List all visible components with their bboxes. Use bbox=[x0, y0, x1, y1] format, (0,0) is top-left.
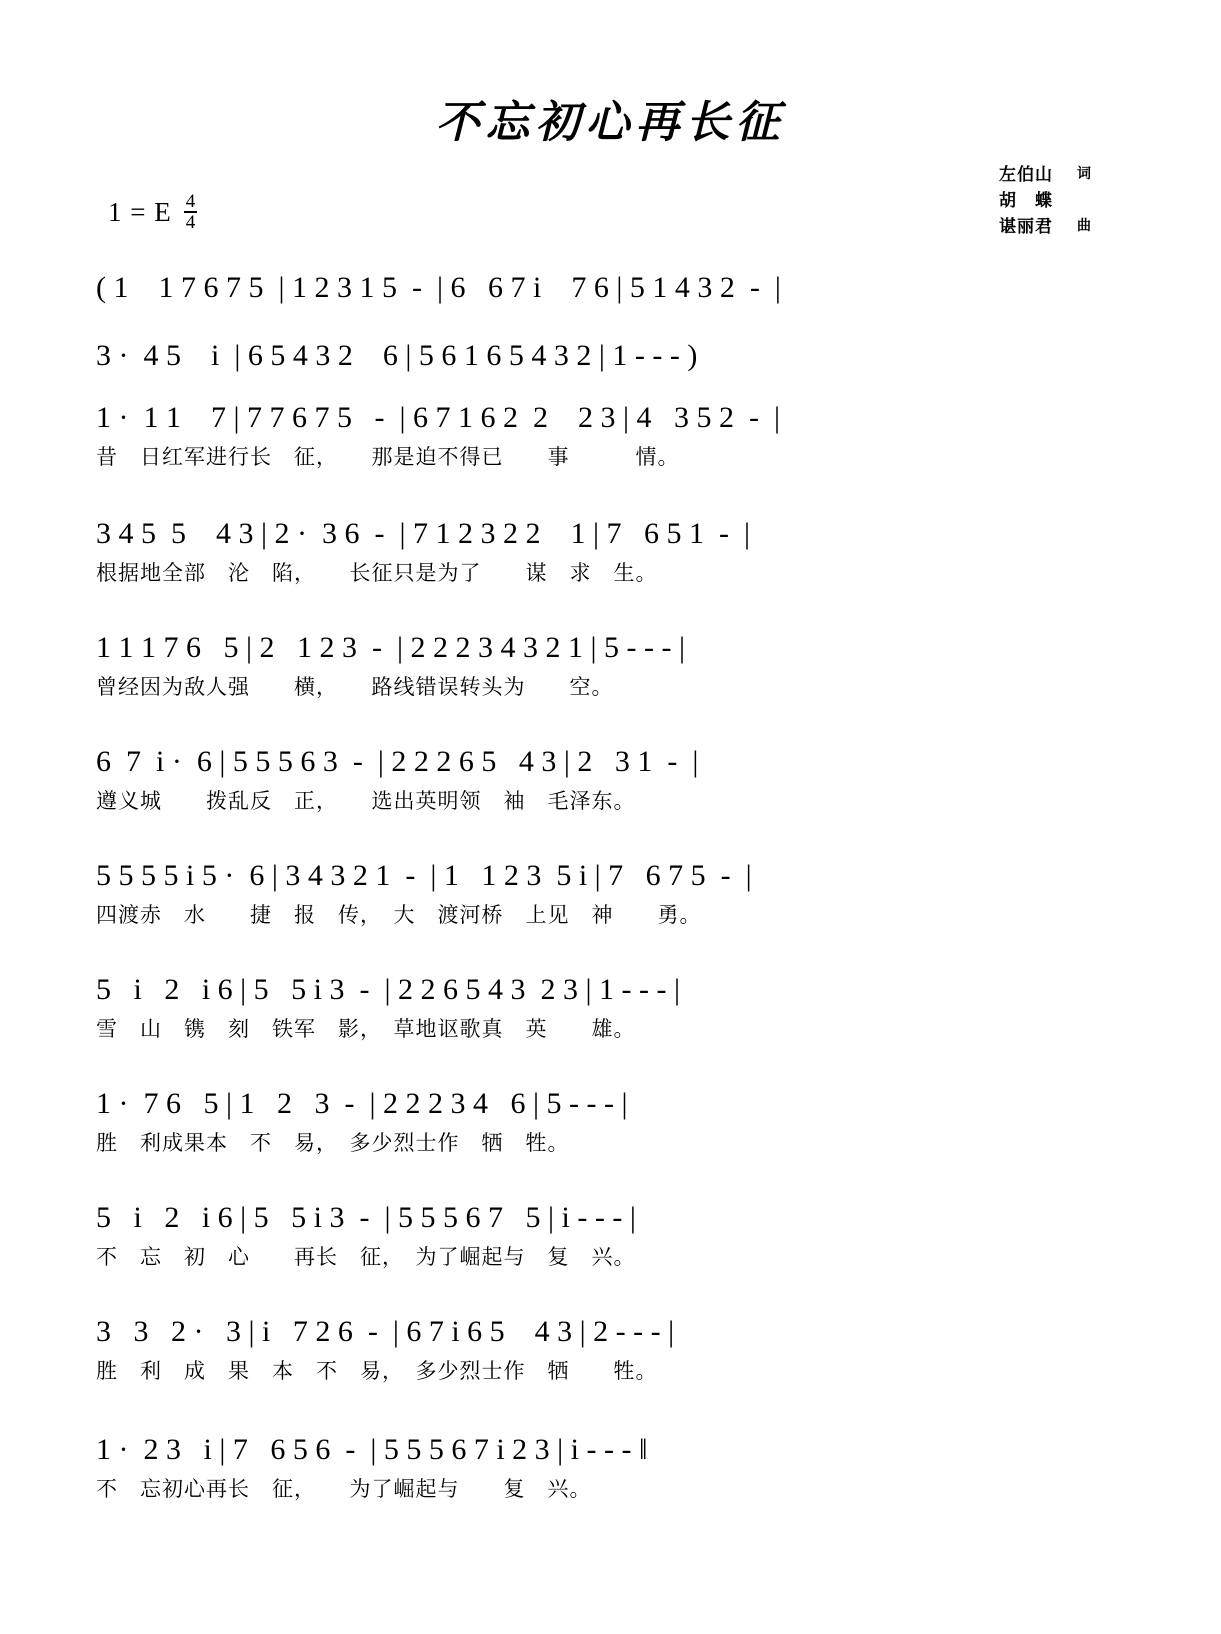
notation-line: 1 · 2 3 i | 7 6 5 6 - | 5 5 5 6 7 i 2 3 | i - - - ‖ bbox=[96, 1433, 648, 1466]
system-line-6 bbox=[96, 970, 1096, 1044]
key-signature-text: 1 = E bbox=[108, 196, 172, 227]
system-line-8 bbox=[96, 1198, 1096, 1272]
credit-role: 词 bbox=[1077, 166, 1091, 182]
time-signature-denominator: 4 bbox=[185, 212, 196, 233]
lyrics-line: 胜 利成果本 不 易， 多少烈士作 牺 牲。 bbox=[96, 1131, 570, 1155]
notation-line: 1 1 1 7 6 5 | 2 1 2 3 - | 2 2 2 3 4 3 2 1 | 5 - - - | bbox=[96, 631, 685, 664]
notation-line: 3 4 5 5 4 3 | 2 · 3 6 - | 7 1 2 3 2 2 1 | 7 6 5 1 - | bbox=[96, 517, 750, 550]
lyrics-line: 根据地全部 沦 陷， 长征只是为了 谋 求 生。 bbox=[96, 561, 658, 585]
credit-name: 谌丽君 bbox=[999, 217, 1053, 237]
system-line-10 bbox=[96, 1430, 1096, 1504]
time-signature-numerator: 4 bbox=[185, 191, 196, 212]
system-intro-2 bbox=[96, 336, 1096, 376]
credit-row bbox=[999, 162, 1091, 188]
lyrics-line: 遵义城 拨乱反 正， 选出英明领 袖 毛泽东。 bbox=[96, 789, 636, 813]
notation-line: 3 · 4 5 i | 6 5 4 3 2 6 | 5 6 1 6 5 4 3 2 | 1 - - - ) bbox=[96, 339, 698, 372]
system-line-5 bbox=[96, 856, 1096, 930]
lyrics-line: 雪 山 镌 刻 铁军 影， 草地讴歌真 英 雄。 bbox=[96, 1017, 636, 1041]
page-title: 不忘初心再长征 bbox=[435, 97, 786, 148]
system-line-4 bbox=[96, 742, 1096, 816]
system-line-1 bbox=[96, 398, 1096, 472]
notation-line: 1 · 7 6 5 | 1 2 3 - | 2 2 2 3 4 6 | 5 - - - | bbox=[96, 1087, 628, 1120]
lyrics-line: 不 忘初心再长 征， 为了崛起与 复 兴。 bbox=[96, 1477, 592, 1501]
credits-block bbox=[999, 162, 1091, 240]
lyrics-line: 四渡赤 水 捷 报 传， 大 渡河桥 上见 神 勇。 bbox=[96, 903, 702, 927]
credit-row bbox=[999, 188, 1091, 214]
credit-name: 胡 蝶 bbox=[999, 191, 1053, 211]
notation-line: 5 5 5 5 i 5 · 6 | 3 4 3 2 1 - | 1 1 2 3 5 i | 7 6 7 5 - | bbox=[96, 859, 752, 892]
lyrics-line: 昔 日红军进行长 征， 那是迫不得已 事 情。 bbox=[96, 445, 680, 469]
notation-line: 6 7 i · 6 | 5 5 5 6 3 - | 2 2 2 6 5 4 3 | 2 3 1 - | bbox=[96, 745, 699, 778]
key-signature bbox=[108, 192, 197, 232]
credit-name: 左伯山 bbox=[999, 165, 1053, 185]
notation-line: 5 i 2 i 6 | 5 5 i 3 - | 5 5 5 6 7 5 | i - - - | bbox=[96, 1201, 636, 1234]
lyrics-line: 不 忘 初 心 再长 征， 为了崛起与 复 兴。 bbox=[96, 1245, 636, 1269]
credit-role: 曲 bbox=[1077, 218, 1091, 234]
system-line-3 bbox=[96, 628, 1096, 702]
credit-row bbox=[999, 214, 1091, 240]
system-line-7 bbox=[96, 1084, 1096, 1158]
notation-line: 5 i 2 i 6 | 5 5 i 3 - | 2 2 6 5 4 3 2 3 | 1 - - - | bbox=[96, 973, 680, 1006]
lyrics-line: 胜 利 成 果 本 不 易， 多少烈士作 牺 牲。 bbox=[96, 1359, 658, 1383]
notation-line: 3 3 2 · 3 | i 7 2 6 - | 6 7 i 6 5 4 3 | 2 - - - | bbox=[96, 1315, 675, 1348]
notation-line: ( 1 1 7 6 7 5 | 1 2 3 1 5 - | 6 6 7 i 7 6 | 5 1 4 3 2 - | bbox=[96, 271, 781, 304]
notation-line: 1 · 1 1 7 | 7 7 6 7 5 - | 6 7 1 6 2 2 2 3 | 4 3 5 2 - | bbox=[96, 401, 780, 434]
time-signature bbox=[184, 192, 198, 232]
system-intro-1 bbox=[96, 268, 1096, 308]
system-line-2 bbox=[96, 514, 1096, 588]
system-line-9 bbox=[96, 1312, 1096, 1386]
lyrics-line: 曾经因为敌人强 横， 路线错误转头为 空。 bbox=[96, 675, 614, 699]
